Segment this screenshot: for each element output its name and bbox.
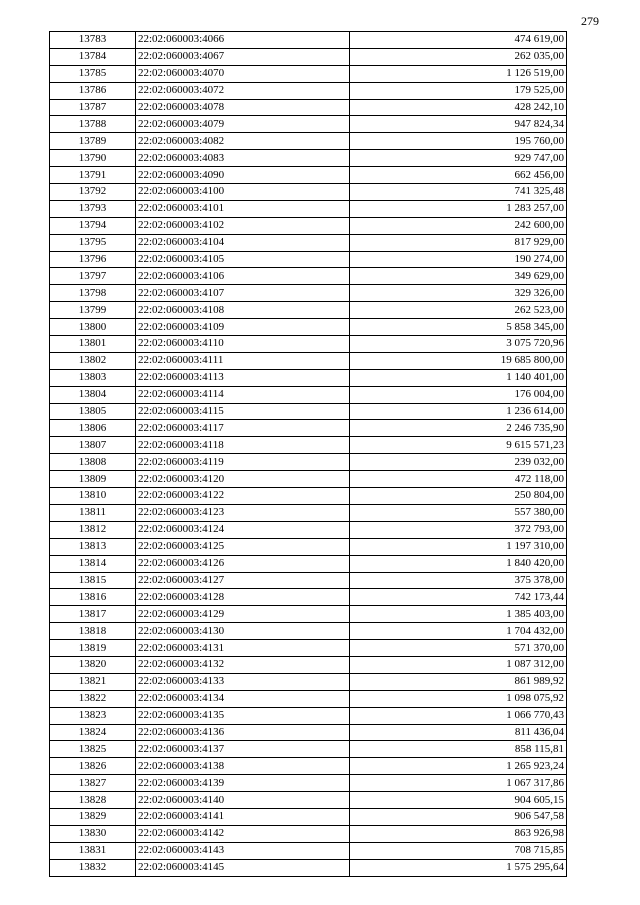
row-number: 13820 (50, 656, 136, 673)
cadastral-value: 929 747,00 (350, 150, 567, 167)
row-number: 13785 (50, 65, 136, 82)
row-number: 13799 (50, 302, 136, 319)
row-number: 13795 (50, 234, 136, 251)
row-number: 13808 (50, 454, 136, 471)
table-row (50, 268, 567, 285)
table-row (50, 471, 567, 488)
table-row (50, 589, 567, 606)
row-number: 13787 (50, 99, 136, 116)
row-number: 13792 (50, 184, 136, 201)
table-row (50, 403, 567, 420)
table-row (50, 792, 567, 809)
cadastral-number: 22:02:060003:4142 (136, 825, 350, 842)
cadastral-number: 22:02:060003:4133 (136, 673, 350, 690)
cadastral-value: 1 283 257,00 (350, 200, 567, 217)
row-number: 13829 (50, 808, 136, 825)
cadastral-number: 22:02:060003:4134 (136, 690, 350, 707)
row-number: 13819 (50, 640, 136, 657)
table-row (50, 825, 567, 842)
row-number: 13818 (50, 623, 136, 640)
table-row (50, 336, 567, 353)
cadastral-value: 1 098 075,92 (350, 690, 567, 707)
table-row (50, 32, 567, 49)
cadastral-value: 904 605,15 (350, 792, 567, 809)
table-row (50, 538, 567, 555)
cadastral-number: 22:02:060003:4115 (136, 403, 350, 420)
cadastral-value: 3 075 720,96 (350, 336, 567, 353)
row-number: 13798 (50, 285, 136, 302)
table-row (50, 200, 567, 217)
row-number: 13815 (50, 572, 136, 589)
table-row (50, 285, 567, 302)
row-number: 13817 (50, 606, 136, 623)
table-row (50, 437, 567, 454)
cadastral-number: 22:02:060003:4106 (136, 268, 350, 285)
row-number: 13790 (50, 150, 136, 167)
table-row (50, 521, 567, 538)
table-row (50, 386, 567, 403)
row-number: 13824 (50, 724, 136, 741)
table-row (50, 488, 567, 505)
cadastral-number: 22:02:060003:4122 (136, 488, 350, 505)
table-row (50, 741, 567, 758)
row-number: 13791 (50, 167, 136, 184)
cadastral-value: 1 575 295,64 (350, 859, 567, 876)
cadastral-number: 22:02:060003:4101 (136, 200, 350, 217)
cadastral-number: 22:02:060003:4130 (136, 623, 350, 640)
table-row (50, 555, 567, 572)
cadastral-number: 22:02:060003:4102 (136, 217, 350, 234)
cadastral-number: 22:02:060003:4126 (136, 555, 350, 572)
table-row (50, 302, 567, 319)
table-row (50, 454, 567, 471)
row-number: 13806 (50, 420, 136, 437)
cadastral-value: 1 385 403,00 (350, 606, 567, 623)
cadastral-number: 22:02:060003:4143 (136, 842, 350, 859)
cadastral-number: 22:02:060003:4105 (136, 251, 350, 268)
row-number: 13831 (50, 842, 136, 859)
cadastral-number: 22:02:060003:4082 (136, 133, 350, 150)
cadastral-value: 1 126 519,00 (350, 65, 567, 82)
row-number: 13804 (50, 386, 136, 403)
cadastral-value: 906 547,58 (350, 808, 567, 825)
table-row (50, 116, 567, 133)
row-number: 13789 (50, 133, 136, 150)
table-row (50, 640, 567, 657)
table-row (50, 420, 567, 437)
table-body (50, 32, 567, 877)
row-number: 13793 (50, 200, 136, 217)
cadastral-number: 22:02:060003:4137 (136, 741, 350, 758)
table-row (50, 133, 567, 150)
cadastral-number: 22:02:060003:4104 (136, 234, 350, 251)
cadastral-number: 22:02:060003:4113 (136, 369, 350, 386)
cadastral-value: 375 378,00 (350, 572, 567, 589)
cadastral-value: 1 140 401,00 (350, 369, 567, 386)
row-number: 13783 (50, 32, 136, 49)
cadastral-number: 22:02:060003:4066 (136, 32, 350, 49)
cadastral-value: 2 246 735,90 (350, 420, 567, 437)
row-number: 13814 (50, 555, 136, 572)
cadastral-value: 1 840 420,00 (350, 555, 567, 572)
row-number: 13794 (50, 217, 136, 234)
row-number: 13828 (50, 792, 136, 809)
cadastral-number: 22:02:060003:4127 (136, 572, 350, 589)
table-row (50, 352, 567, 369)
cadastral-number: 22:02:060003:4136 (136, 724, 350, 741)
cadastral-number: 22:02:060003:4139 (136, 775, 350, 792)
row-number: 13786 (50, 82, 136, 99)
cadastral-number: 22:02:060003:4072 (136, 82, 350, 99)
cadastral-value: 242 600,00 (350, 217, 567, 234)
table-row (50, 150, 567, 167)
cadastral-number: 22:02:060003:4070 (136, 65, 350, 82)
row-number: 13822 (50, 690, 136, 707)
cadastral-value: 372 793,00 (350, 521, 567, 538)
cadastral-number: 22:02:060003:4132 (136, 656, 350, 673)
row-number: 13784 (50, 48, 136, 65)
row-number: 13813 (50, 538, 136, 555)
table-row (50, 48, 567, 65)
cadastral-value: 741 325,48 (350, 184, 567, 201)
row-number: 13788 (50, 116, 136, 133)
cadastral-value: 858 115,81 (350, 741, 567, 758)
row-number: 13800 (50, 319, 136, 336)
cadastral-number: 22:02:060003:4138 (136, 758, 350, 775)
row-number: 13805 (50, 403, 136, 420)
cadastral-value: 708 715,85 (350, 842, 567, 859)
cadastral-value-table (49, 31, 567, 877)
cadastral-number: 22:02:060003:4117 (136, 420, 350, 437)
cadastral-value: 1 236 614,00 (350, 403, 567, 420)
cadastral-number: 22:02:060003:4141 (136, 808, 350, 825)
row-number: 13797 (50, 268, 136, 285)
cadastral-value: 1 066 770,43 (350, 707, 567, 724)
cadastral-number: 22:02:060003:4123 (136, 504, 350, 521)
cadastral-value: 5 858 345,00 (350, 319, 567, 336)
cadastral-number: 22:02:060003:4110 (136, 336, 350, 353)
cadastral-value: 239 032,00 (350, 454, 567, 471)
cadastral-value: 176 004,00 (350, 386, 567, 403)
cadastral-value: 472 118,00 (350, 471, 567, 488)
table-row (50, 690, 567, 707)
cadastral-number: 22:02:060003:4125 (136, 538, 350, 555)
cadastral-value: 9 615 571,23 (350, 437, 567, 454)
cadastral-number: 22:02:060003:4119 (136, 454, 350, 471)
table-row (50, 758, 567, 775)
cadastral-value: 947 824,34 (350, 116, 567, 133)
row-number: 13821 (50, 673, 136, 690)
cadastral-value: 817 929,00 (350, 234, 567, 251)
table-row (50, 369, 567, 386)
row-number: 13830 (50, 825, 136, 842)
cadastral-value: 861 989,92 (350, 673, 567, 690)
row-number: 13825 (50, 741, 136, 758)
row-number: 13832 (50, 859, 136, 876)
cadastral-value: 262 035,00 (350, 48, 567, 65)
cadastral-value: 195 760,00 (350, 133, 567, 150)
cadastral-number: 22:02:060003:4108 (136, 302, 350, 319)
row-number: 13796 (50, 251, 136, 268)
cadastral-number: 22:02:060003:4079 (136, 116, 350, 133)
cadastral-number: 22:02:060003:4131 (136, 640, 350, 657)
table-row (50, 707, 567, 724)
cadastral-value: 1 265 923,24 (350, 758, 567, 775)
cadastral-value: 1 704 432,00 (350, 623, 567, 640)
row-number: 13801 (50, 336, 136, 353)
cadastral-value: 329 326,00 (350, 285, 567, 302)
table-row (50, 606, 567, 623)
cadastral-number: 22:02:060003:4078 (136, 99, 350, 116)
row-number: 13810 (50, 488, 136, 505)
row-number: 13811 (50, 504, 136, 521)
cadastral-number: 22:02:060003:4128 (136, 589, 350, 606)
row-number: 13812 (50, 521, 136, 538)
cadastral-value: 811 436,04 (350, 724, 567, 741)
cadastral-number: 22:02:060003:4140 (136, 792, 350, 809)
cadastral-value: 474 619,00 (350, 32, 567, 49)
cadastral-number: 22:02:060003:4124 (136, 521, 350, 538)
cadastral-number: 22:02:060003:4111 (136, 352, 350, 369)
row-number: 13823 (50, 707, 136, 724)
cadastral-value: 190 274,00 (350, 251, 567, 268)
cadastral-number: 22:02:060003:4100 (136, 184, 350, 201)
table-row (50, 167, 567, 184)
table-row (50, 251, 567, 268)
cadastral-value: 1 067 317,86 (350, 775, 567, 792)
table-row (50, 673, 567, 690)
cadastral-number: 22:02:060003:4109 (136, 319, 350, 336)
table-row (50, 234, 567, 251)
row-number: 13803 (50, 369, 136, 386)
cadastral-number: 22:02:060003:4129 (136, 606, 350, 623)
cadastral-value: 262 523,00 (350, 302, 567, 319)
cadastral-number: 22:02:060003:4114 (136, 386, 350, 403)
cadastral-number: 22:02:060003:4135 (136, 707, 350, 724)
table-row (50, 184, 567, 201)
table-row (50, 842, 567, 859)
cadastral-value: 742 173,44 (350, 589, 567, 606)
table-row (50, 82, 567, 99)
row-number: 13807 (50, 437, 136, 454)
cadastral-value: 19 685 800,00 (350, 352, 567, 369)
table-row (50, 572, 567, 589)
cadastral-number: 22:02:060003:4083 (136, 150, 350, 167)
cadastral-value: 428 242,10 (350, 99, 567, 116)
table-row (50, 99, 567, 116)
row-number: 13802 (50, 352, 136, 369)
row-number: 13826 (50, 758, 136, 775)
cadastral-value: 250 804,00 (350, 488, 567, 505)
row-number: 13809 (50, 471, 136, 488)
page-number: 279 (581, 14, 599, 28)
row-number: 13816 (50, 589, 136, 606)
cadastral-number: 22:02:060003:4145 (136, 859, 350, 876)
table-row (50, 724, 567, 741)
cadastral-value: 863 926,98 (350, 825, 567, 842)
cadastral-number: 22:02:060003:4118 (136, 437, 350, 454)
table-row (50, 859, 567, 876)
cadastral-number: 22:02:060003:4090 (136, 167, 350, 184)
cadastral-value: 179 525,00 (350, 82, 567, 99)
table-row (50, 217, 567, 234)
table-row (50, 319, 567, 336)
table-row (50, 775, 567, 792)
row-number: 13827 (50, 775, 136, 792)
table-row (50, 623, 567, 640)
table-row (50, 808, 567, 825)
cadastral-value: 662 456,00 (350, 167, 567, 184)
cadastral-number: 22:02:060003:4067 (136, 48, 350, 65)
cadastral-value: 571 370,00 (350, 640, 567, 657)
table-row (50, 65, 567, 82)
cadastral-number: 22:02:060003:4107 (136, 285, 350, 302)
table-row (50, 656, 567, 673)
cadastral-value: 1 197 310,00 (350, 538, 567, 555)
cadastral-value: 1 087 312,00 (350, 656, 567, 673)
table-row (50, 504, 567, 521)
cadastral-number: 22:02:060003:4120 (136, 471, 350, 488)
cadastral-value: 557 380,00 (350, 504, 567, 521)
cadastral-value: 349 629,00 (350, 268, 567, 285)
